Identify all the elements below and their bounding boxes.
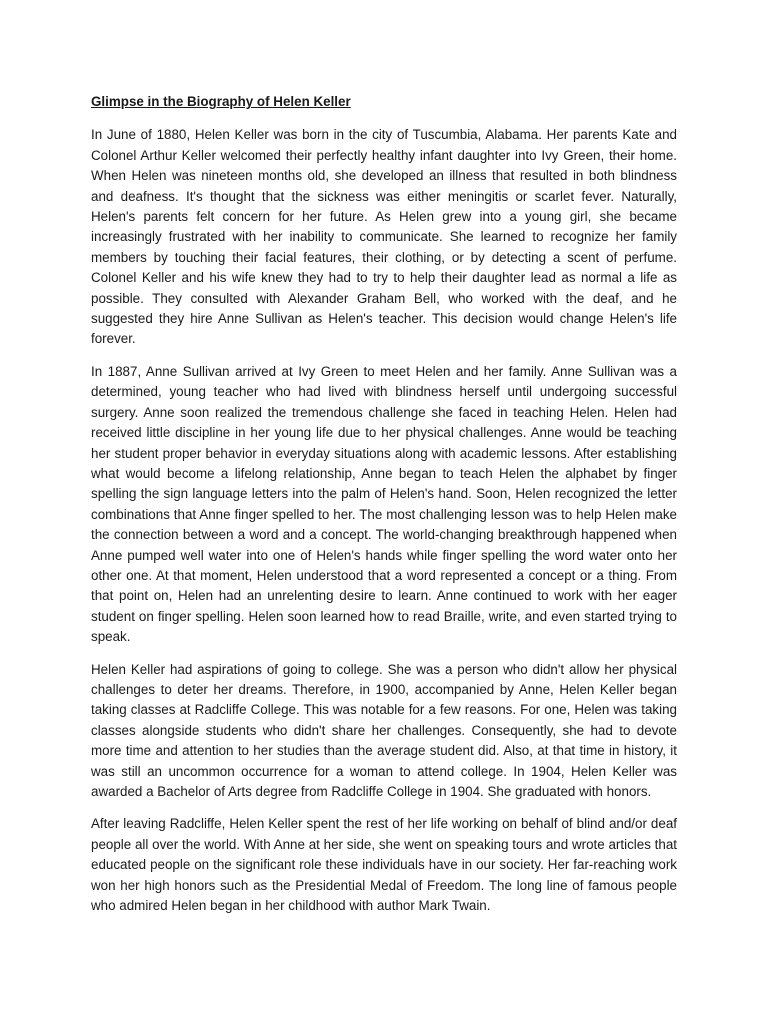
- document-body: [91, 92, 677, 928]
- document-title: Glimpse in the Biography of Helen Keller: [91, 94, 351, 109]
- paragraph-birth-and-illness: In June of 1880, Helen Keller was born in the city of Tuscumbia, Alabama. Her parents Kate and Colonel Arthur Keller welcomed their perfectly healthy infant daughter into Ivy Green, their home. When Helen was nineteen months old, she developed an illness that resulted in both blindness and deafness. It's thought that the sickness was either meningitis or scarlet fever. Naturally, Helen's parents felt concern for her future. As Helen grew into a young girl, she became increasingly frustrated with her inability to communicate. She learned to recognize her family members by touching their facial features, their clothing, or by detecting a scent of perfume. Colonel Keller and his wife knew they had to try to help their daughter lead as normal a life as possible. They consulted with Alexander Graham Bell, who worked with the deaf, and he suggested they hire Anne Sullivan as Helen's teacher. This decision would change Helen's life forever.: [91, 127, 677, 347]
- paragraph-anne-sullivan: In 1887, Anne Sullivan arrived at Ivy Green to meet Helen and her family. Anne Sullivan was a determined, young teacher who had lived with blindness herself until undergoing successful surgery. Anne soon realized the tremendous challenge she faced in teaching Helen. Helen had received little discipline in her young life due to her physical challenges. Anne would be teaching her student proper behavior in everyday situations along with academic lessons. After establishing what would become a lifelong relationship, Anne began to teach Helen the alphabet by finger spelling the sign language letters into the palm of Helen's hand. Soon, Helen recognized the letter combinations that Anne finger spelled to her. The most challenging lesson was to help Helen make the connection between a word and a concept. The world-changing breakthrough happened when Anne pumped well water into one of Helen's hands while finger spelling the word water onto her other one. At that moment, Helen understood that a word represented a concept or a thing. From that point on, Helen had an unrelenting desire to learn. Anne continued to work with her eager student on finger spelling. Helen soon learned how to read Braille, write, and even started trying to speak.: [91, 363, 677, 645]
- paragraph-radcliffe-college: Helen Keller had aspirations of going to college. She was a person who didn't allow her physical challenges to deter her dreams. Therefore, in 1900, accompanied by Anne, Helen Keller began taking classes at Radcliffe College. This was notable for a few reasons. For one, Helen was taking classes alongside students who didn't share her challenges. Consequently, she had to devote more time and attention to her studies than the average student did. Also, at that time in history, it was still an uncommon occurrence for a woman to attend college. In 1904, Helen Keller was awarded a Bachelor of Arts degree from Radcliffe College in 1904. She graduated with honors.: [91, 661, 677, 799]
- paragraph-later-life: After leaving Radcliffe, Helen Keller spent the rest of her life working on behalf of blind and/or deaf people all over the world. With Anne at her side, she went on speaking tours and wrote articles that educated people on the significant role these individuals have in our society. Her far-reaching work won her high honors such as the Presidential Medal of Freedom. The long line of famous people who admired Helen began in her childhood with author Mark Twain.: [91, 816, 677, 914]
